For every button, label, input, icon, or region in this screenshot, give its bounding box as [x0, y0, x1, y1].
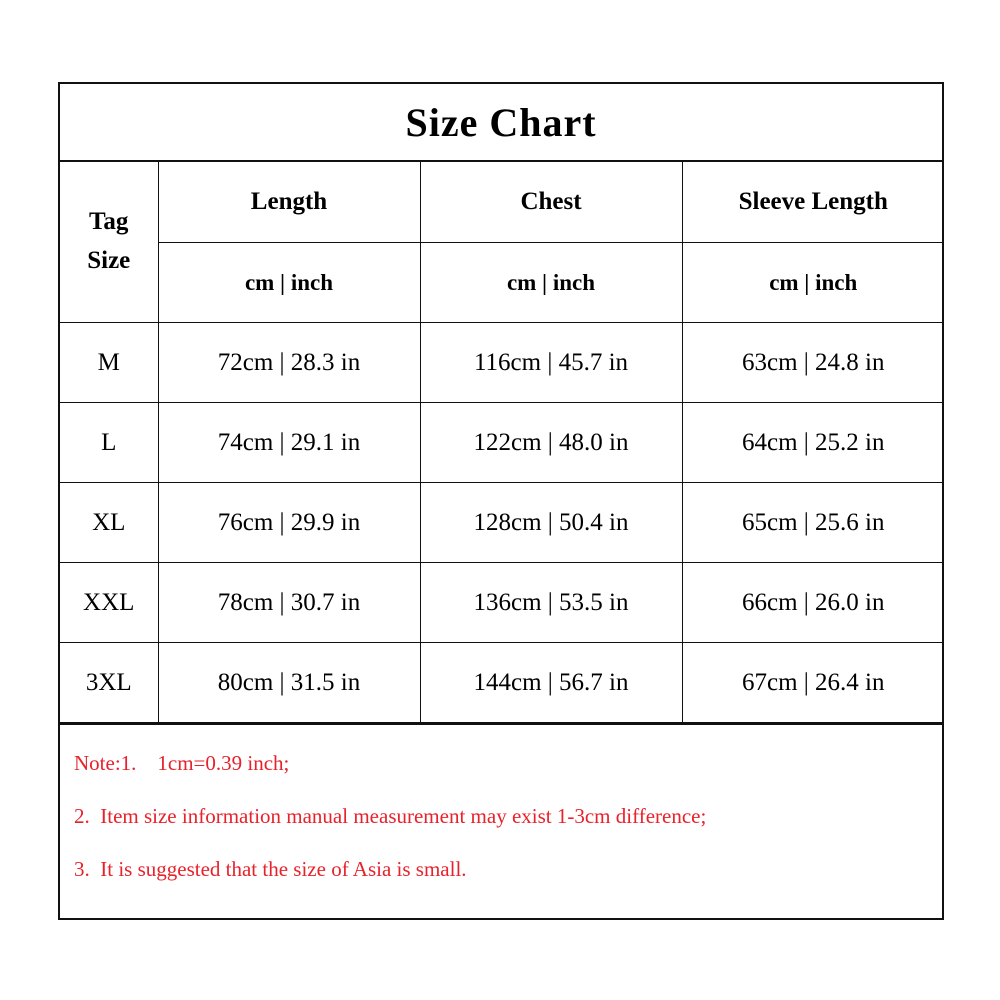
tag-size-header-line-2: Size: [87, 247, 131, 274]
table-row: [60, 643, 944, 723]
row-size-label: XL: [60, 483, 158, 563]
row-chest-value: 122cm | 48.0 in: [420, 403, 682, 483]
column-unit-chest: cm | inch: [420, 243, 682, 323]
row-sleeve-value: 63cm | 24.8 in: [682, 323, 944, 403]
row-length-value: 72cm | 28.3 in: [158, 323, 420, 403]
row-size-label: 3XL: [60, 643, 158, 723]
table-header-unit-row: [60, 243, 944, 323]
size-table: [60, 162, 944, 723]
row-sleeve-value: 67cm | 26.4 in: [682, 643, 944, 723]
row-chest-value: 116cm | 45.7 in: [420, 323, 682, 403]
size-chart-frame: [58, 82, 944, 920]
row-length-value: 78cm | 30.7 in: [158, 563, 420, 643]
chart-title-row: [60, 84, 942, 162]
column-header-length: Length: [158, 162, 420, 243]
column-unit-sleeve-length: cm | inch: [682, 243, 944, 323]
row-chest-value: 144cm | 56.7 in: [420, 643, 682, 723]
row-length-value: 74cm | 29.1 in: [158, 403, 420, 483]
row-size-label: XXL: [60, 563, 158, 643]
note-line-2: 2. Item size information manual measurement may exist 1-3cm difference;: [74, 804, 707, 829]
notes-section: [60, 723, 942, 883]
column-unit-length: cm | inch: [158, 243, 420, 323]
tag-size-header: [60, 162, 158, 323]
column-header-chest: Chest: [420, 162, 682, 243]
row-size-label: L: [60, 403, 158, 483]
row-sleeve-value: 66cm | 26.0 in: [682, 563, 944, 643]
note-line-3: 3. It is suggested that the size of Asia is small.: [74, 857, 467, 882]
row-length-value: 80cm | 31.5 in: [158, 643, 420, 723]
row-chest-value: 128cm | 50.4 in: [420, 483, 682, 563]
table-header-main-row: [60, 162, 944, 243]
row-length-value: 76cm | 29.9 in: [158, 483, 420, 563]
note-line-1: Note:1. 1cm=0.39 inch;: [74, 751, 290, 775]
page-title: Size Chart: [405, 99, 597, 145]
row-sleeve-value: 64cm | 25.2 in: [682, 403, 944, 483]
tag-size-header-line-1: Tag: [89, 208, 129, 236]
table-row: [60, 323, 944, 403]
row-chest-value: 136cm | 53.5 in: [420, 563, 682, 643]
column-header-sleeve-length: Sleeve Length: [682, 162, 944, 243]
table-row: [60, 563, 944, 643]
row-sleeve-value: 65cm | 25.6 in: [682, 483, 944, 563]
table-row: [60, 483, 944, 563]
table-row: [60, 403, 944, 483]
row-size-label: M: [60, 323, 158, 403]
